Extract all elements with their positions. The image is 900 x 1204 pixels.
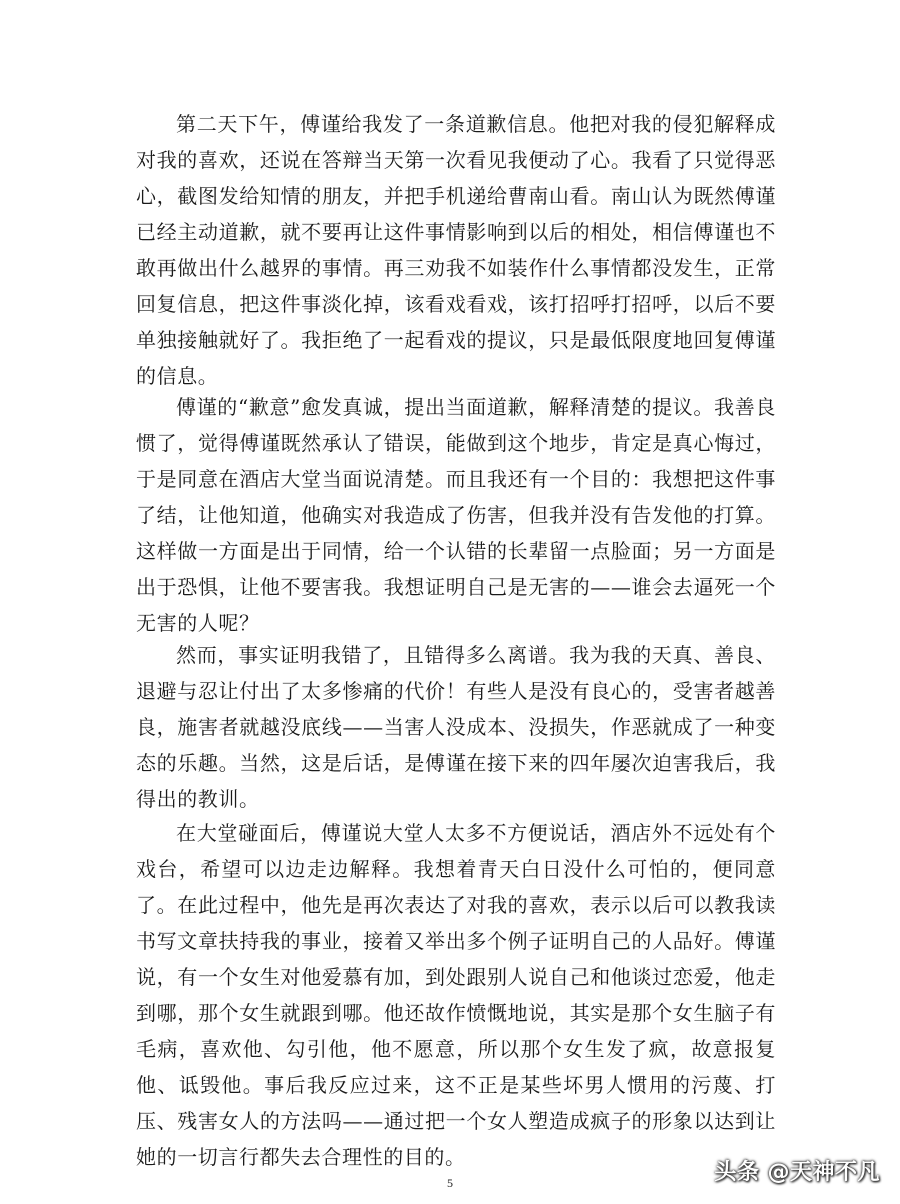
page-number: 5 [447, 1176, 453, 1190]
paragraph-3: 然而，事实证明我错了，且错得多么离谱。我为我的天真、善良、退避与忍让付出了太多惨痛的代价！有些人是没有良心的，受害者越善良，施害者就越没底线——当害人没成本、没损失，作恶就成了一种变态的乐趣。当然，这是后话，是傅谨在接下来的四年屡次迫害我后，我得出的教训。 [136, 643, 776, 811]
paragraph-1: 第二天下午，傅谨给我发了一条道歉信息。他把对我的侵犯解释成对我的喜欢，还说在答辩当天第一次看见我便动了心。我看了只觉得恶心，截图发给知情的朋友，并把手机递给曹南山看。南山认为既然傅谨已经主动道歉，就不要再让这件事情影响到以后的相处，相信傅谨也不敢再做出什么越界的事情。再三劝我不如装作什么事情都没发生，正常回复信息，把这件事淡化掉，该看戏看戏，该打招呼打招呼，以后不要单独接触就好了。我拒绝了一起看戏的提议，只是最低限度地回复傅谨的信息。 [136, 112, 776, 388]
paragraph-2: 傅谨的“歉意”愈发真诚，提出当面道歉，解释清楚的提议。我善良惯了，觉得傅谨既然承认了错误，能做到这个地步，肯定是真心悔过，于是同意在酒店大堂当面说清楚。而且我还有一个目的：我想把这件事了结，让他知道，他确实对我造成了伤害，但我并没有告发他的打算。这样做一方面是出于同情，给一个认错的长辈留一点脸面；另一方面是出于恐惧，让他不要害我。我想证明自己是无害的——谁会去逼死一个无害的人呢？ [136, 395, 776, 635]
watermark-logo: 头条 @天神不凡 [714, 1160, 880, 1185]
paragraph-4: 在大堂碰面后，傅谨说大堂人太多不方便说话，酒店外不远处有个戏台，希望可以边走边解释。我想着青天白日没什么可怕的，便同意了。在此过程中，他先是再次表达了对我的喜欢，表示以后可以教我读书写文章扶持我的事业，接着又举出多个例子证明自己的人品好。傅谨说，有一个女生对他爱慕有加，到处跟别人说自己和他谈过恋爱，他走到哪，那个女生就跟到哪。他还故作愤慨地说，其实是那个女生脑子有毛病，喜欢他、勾引他，他不愿意，所以那个女生发了疯，故意报复他、诋毁他。事后我反应过来，这不正是某些坏男人惯用的污蔑、打压、残害女人的方法吗——通过把一个女人塑造成疯子的形象以达到让她的一切言行都失去合理性的目的。 [136, 821, 776, 1169]
